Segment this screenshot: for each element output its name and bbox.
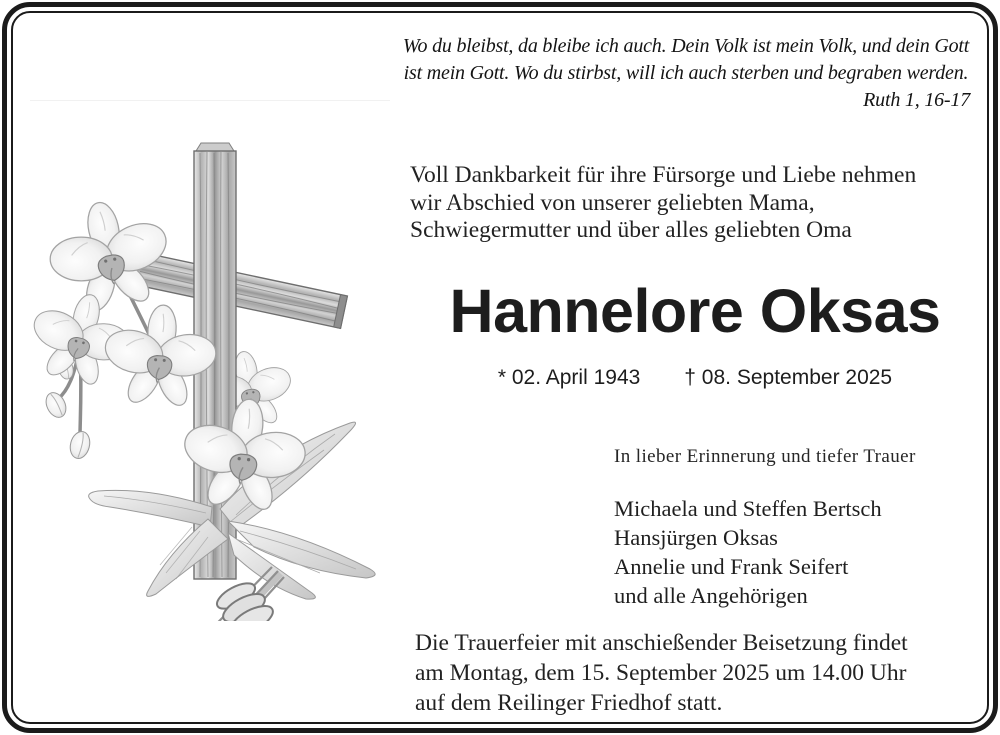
bible-quote-attribution: Ruth 1, 16-17 bbox=[863, 89, 970, 111]
mourner-name: Hansjürgen Oksas bbox=[614, 525, 778, 550]
mourning-lead: In lieber Erinnerung und tiefer Trauer bbox=[614, 446, 916, 467]
bible-quote-line: ist mein Gott. Wo du stirbst, will ich auch sterben und begraben werden. bbox=[403, 62, 969, 84]
bible-quote bbox=[388, 33, 984, 114]
intro-line: wir Abschied von unserer geliebten Mama, bbox=[410, 189, 815, 216]
mourner-name: und alle Angehörigen bbox=[614, 583, 808, 608]
intro-line: Schwiegermutter und über alles geliebten Oma bbox=[410, 217, 852, 243]
birth-date: * 02. April 1943 bbox=[497, 366, 641, 389]
mourners-list bbox=[614, 494, 916, 610]
intro-paragraph bbox=[410, 162, 985, 245]
funeral-info bbox=[415, 628, 975, 718]
mourning-block bbox=[614, 446, 916, 610]
funeral-info-line: auf dem Reilinger Friedhof statt. bbox=[415, 690, 723, 716]
bible-quote-line: Wo du bleibst, da bleibe ich auch. Dein Volk ist mein Volk, und dein Gott bbox=[402, 35, 970, 57]
funeral-info-line: am Montag, dem 15. September 2025 um 14.00 Uhr bbox=[415, 660, 907, 686]
bible-quote-lines bbox=[388, 33, 984, 87]
intro-line: Voll Dankbarkeit für ihre Fürsorge und Liebe nehmen bbox=[410, 162, 917, 188]
mourner-name: Annelie und Frank Seifert bbox=[614, 554, 849, 579]
memorial-artwork bbox=[30, 100, 390, 621]
life-dates bbox=[405, 366, 985, 390]
orchids-cross-icon bbox=[30, 101, 390, 621]
deceased-name: Hannelore Oksas bbox=[449, 277, 941, 345]
mourner-name: Michaela und Steffen Bertsch bbox=[614, 496, 882, 521]
death-date: † 08. September 2025 bbox=[684, 366, 893, 389]
funeral-info-line: Die Trauerfeier mit anschießender Beisetzung findet bbox=[415, 630, 908, 656]
